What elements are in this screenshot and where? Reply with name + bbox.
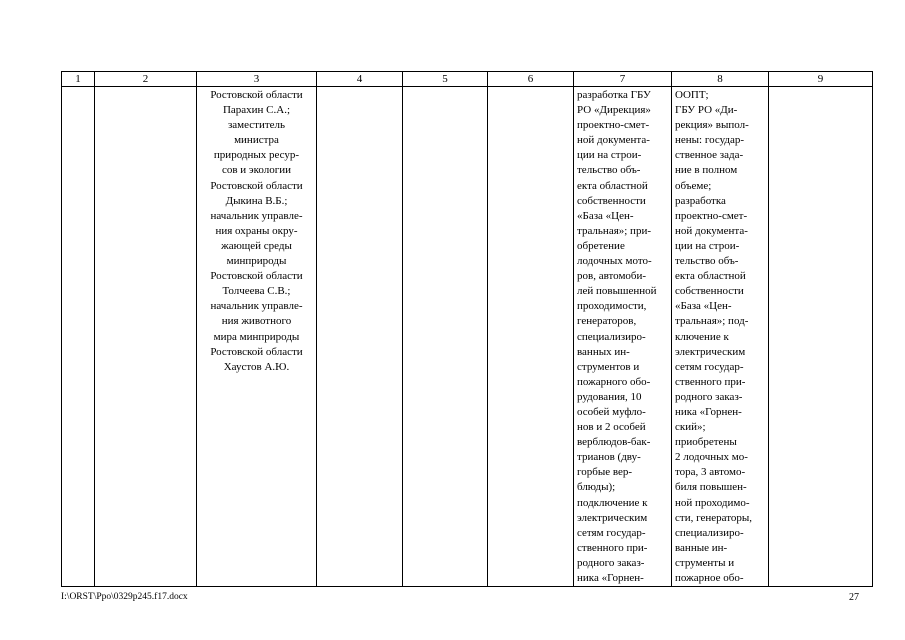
header-cell-5: 5: [403, 72, 488, 87]
header-cell-2: 2: [95, 72, 197, 87]
header-row: [62, 72, 873, 87]
cell-col3-text: Ростовской области Парахин С.А.; заместитель министра природных ресур- сов и экологии Ростовской области Дыкина В.Б.; начальник управле- ния охраны окру- жающей среды минприроды Ростовской области Толчеева С.В.; начальник управле- ния животного мира минприроды Ростовской области Хаустов А.Ю.: [210, 89, 303, 373]
cell-col5-text: [403, 87, 487, 88]
page-number: 27: [849, 592, 859, 603]
cell-col1: [62, 87, 95, 587]
cell-col5: [403, 87, 488, 587]
table-row: [62, 87, 873, 587]
cell-col7: [574, 87, 672, 587]
header-cell-9: 9: [769, 72, 873, 87]
cell-col3: [197, 87, 317, 587]
header-cell-4: 4: [317, 72, 403, 87]
cell-col9: [769, 87, 873, 587]
footer-file-path: I:\ORST\Ppo\0329p245.f17.docx: [61, 592, 188, 602]
cell-col2: [95, 87, 197, 587]
cell-col9-text: [769, 87, 872, 88]
header-cell-6: 6: [488, 72, 574, 87]
header-cell-3: 3: [197, 72, 317, 87]
header-cell-1: 1: [62, 72, 95, 87]
cell-col1-text: [62, 87, 94, 88]
cell-col6-text: [488, 87, 573, 88]
cell-col7-text: разработка ГБУ РО «Дирекция» проектно-смет- ной документа- ции на строи- тельство объ- екта областной собственности «База «Цен- тральная»; при- обретение лодочных мото- ров, автомоби- лей повышенной проходимости, генераторов, специализиро- ванных ин- струментов и пожарного обо- рудования, 10 особей муфло- нов и 2 особей верблюдов-бак- трианов (дву- горбые вер- блюды); подключение к электрическим сетям государ- ственного при- родного заказ- ника «Горнен-: [577, 89, 657, 584]
document-table: [61, 71, 873, 587]
header-cell-7: 7: [574, 72, 672, 87]
cell-col4-text: [317, 87, 402, 88]
cell-col4: [317, 87, 403, 587]
header-cell-8: 8: [672, 72, 769, 87]
cell-col8-text: ООПТ; ГБУ РО «Ди- рекция» выпол- нены: государ- ственное зада- ние в полном объеме; разработка проектно-смет- ной документа- ции на строи- тельство объ- екта областной собственности «База «Цен- тральная»; под- ключение к электрическим сетям государ- ственного при- родного заказ- ника «Горнен- ский»; приобретены 2 лодочных мо- тора, 3 автомо- биля повышен- ной проходимо- сти, генераторы, специализиро- ванные ин- струменты и пожарное обо-: [675, 89, 752, 584]
cell-col2-text: [95, 87, 196, 88]
cell-col8: [672, 87, 769, 587]
cell-col6: [488, 87, 574, 587]
